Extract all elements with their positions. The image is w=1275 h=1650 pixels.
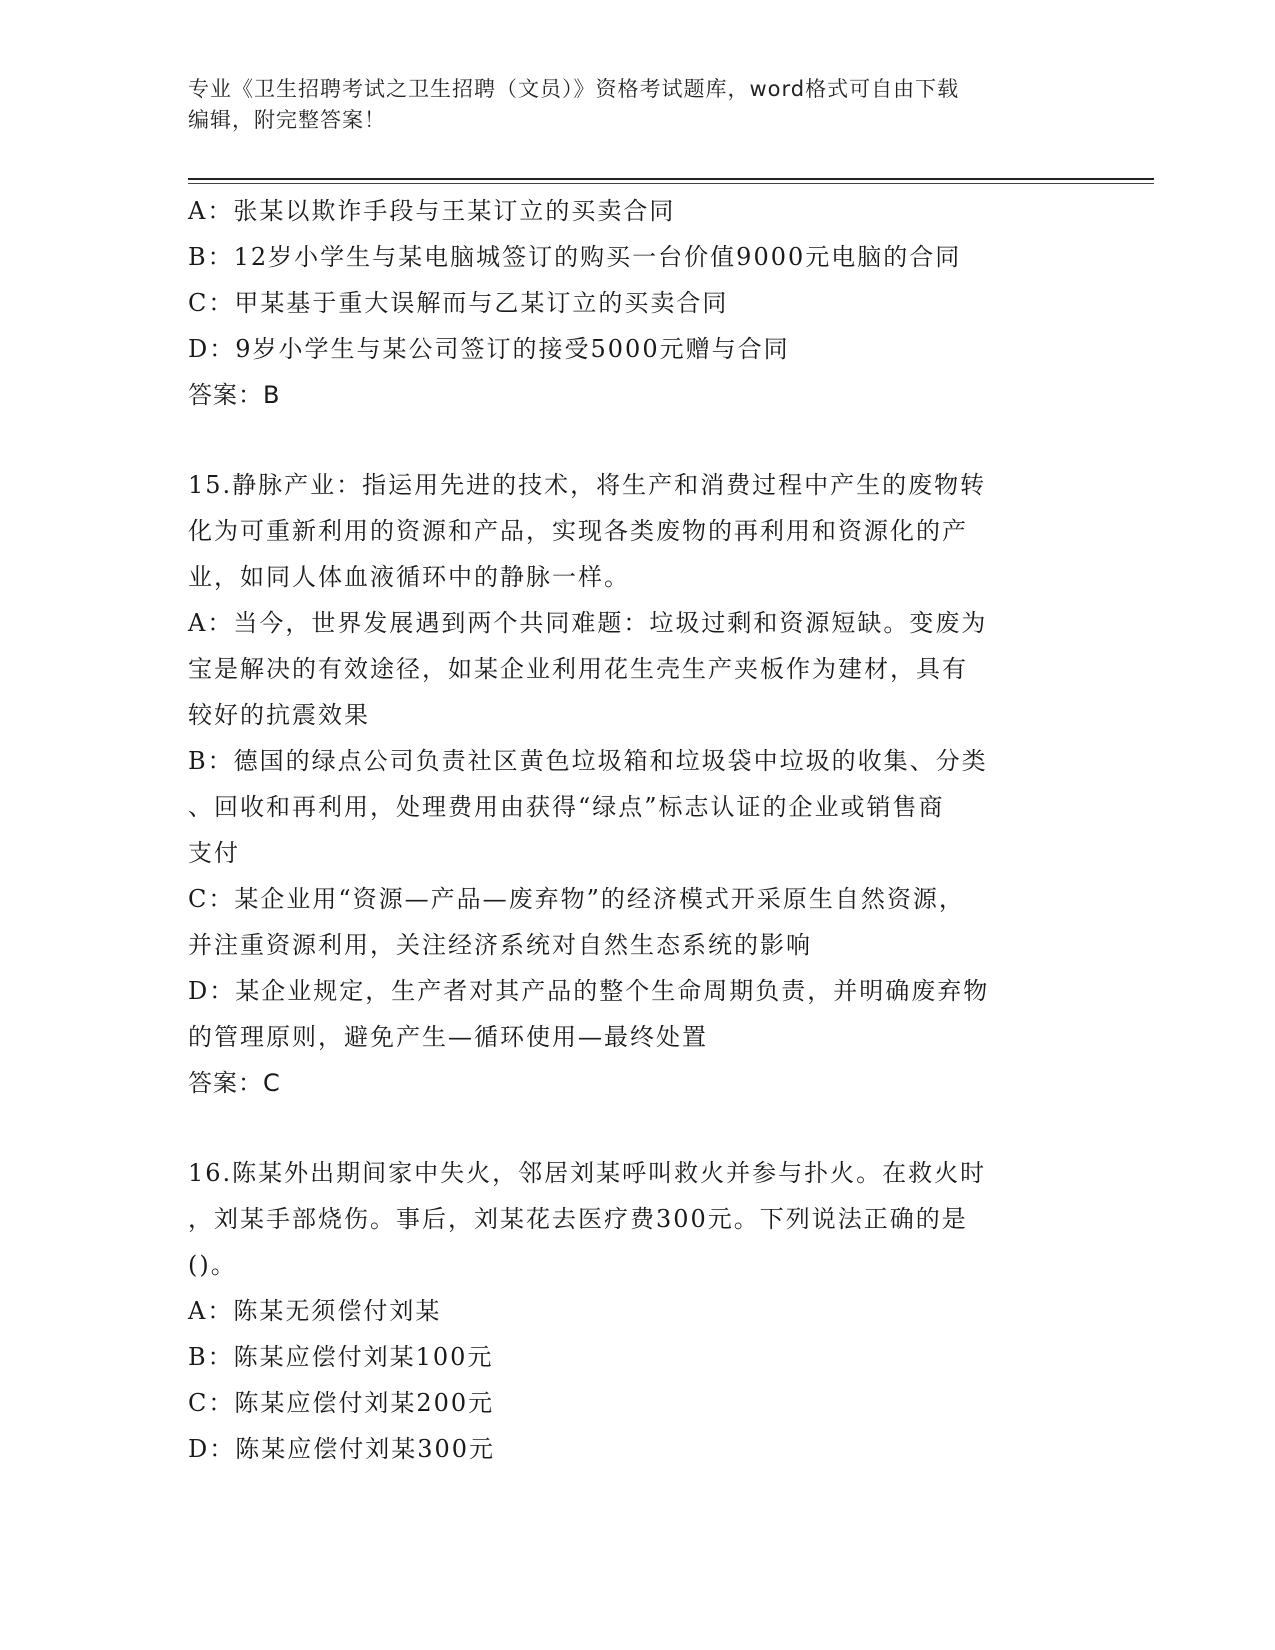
q16-option-d: D：陈某应偿付刘某300元 bbox=[188, 1435, 496, 1463]
q14-option-a: A：张某以欺诈手段与王某订立的买卖合同 bbox=[188, 197, 676, 225]
q16-question-line: 16.陈某外出期间家中失火，邻居刘某呼叫救火并参与扑火。在救火时 bbox=[188, 1159, 987, 1187]
question-16 bbox=[188, 1150, 1078, 1472]
q15-option-b-line: 、回收和再利用，处理费用由获得“绿点”标志认证的企业或销售商 bbox=[188, 793, 945, 821]
q16-question-line: ()。 bbox=[188, 1251, 237, 1279]
q15-question-line: 化为可重新利用的资源和产品，实现各类废物的再利用和资源化的产 bbox=[188, 517, 968, 545]
q15-question-line: 业，如同人体血液循环中的静脉一样。 bbox=[188, 563, 630, 591]
q15-option-a-line: A：当今，世界发展遇到两个共同难题：垃圾过剩和资源短缺。变废为 bbox=[188, 609, 988, 637]
q16-option-b: B：陈某应偿付刘某100元 bbox=[188, 1343, 494, 1371]
q15-option-d-line: 的管理原则，避免产生—循环使用—最终处置 bbox=[188, 1023, 708, 1051]
header-line-1: 专业《卫生招聘考试之卫生招聘（文员）》资格考试题库，word格式可自由下载 bbox=[188, 77, 960, 101]
header-line-2: 编辑，附完整答案！ bbox=[188, 108, 386, 132]
q15-option-b-line: 支付 bbox=[188, 839, 240, 867]
header-rule-thick bbox=[188, 178, 1154, 180]
q14-option-d: D：9岁小学生与某公司签订的接受5000元赠与合同 bbox=[188, 335, 790, 363]
q14-answer: 答案：B bbox=[188, 381, 281, 409]
q15-option-b-line: B：德国的绿点公司负责社区黄色垃圾箱和垃圾袋中垃圾的收集、分类 bbox=[188, 747, 988, 775]
q14-option-b: B：12岁小学生与某电脑城签订的购买一台价值9000元电脑的合同 bbox=[188, 243, 962, 271]
document-header bbox=[188, 74, 1068, 136]
question-15 bbox=[188, 462, 1078, 1106]
q15-option-c-line: 并注重资源利用，关注经济系统对自然生态系统的影响 bbox=[188, 931, 812, 959]
q15-question-line: 15.静脉产业：指运用先进的技术，将生产和消费过程中产生的废物转 bbox=[188, 471, 987, 499]
q16-option-a: A：陈某无须偿付刘某 bbox=[188, 1297, 442, 1325]
q16-option-c: C：陈某应偿付刘某200元 bbox=[188, 1389, 495, 1417]
q15-answer: 答案：C bbox=[188, 1069, 281, 1097]
header-rule-thin bbox=[188, 183, 1154, 184]
q14-option-c: C：甲某基于重大误解而与乙某订立的买卖合同 bbox=[188, 289, 729, 317]
q15-option-a-line: 宝是解决的有效途径，如某企业利用花生壳生产夹板作为建材，具有 bbox=[188, 655, 968, 683]
question-14-options bbox=[188, 188, 1078, 418]
q15-option-a-line: 较好的抗震效果 bbox=[188, 701, 370, 729]
q15-option-d-line: D：某企业规定，生产者对其产品的整个生命周期负责，并明确废弃物 bbox=[188, 977, 990, 1005]
q16-question-line: ，刘某手部烧伤。事后，刘某花去医疗费300元。下列说法正确的是 bbox=[188, 1205, 968, 1233]
document-body bbox=[188, 188, 1078, 1472]
q15-option-c-line: C：某企业用“资源—产品—废弃物”的经济模式开采原生自然资源， bbox=[188, 885, 965, 913]
